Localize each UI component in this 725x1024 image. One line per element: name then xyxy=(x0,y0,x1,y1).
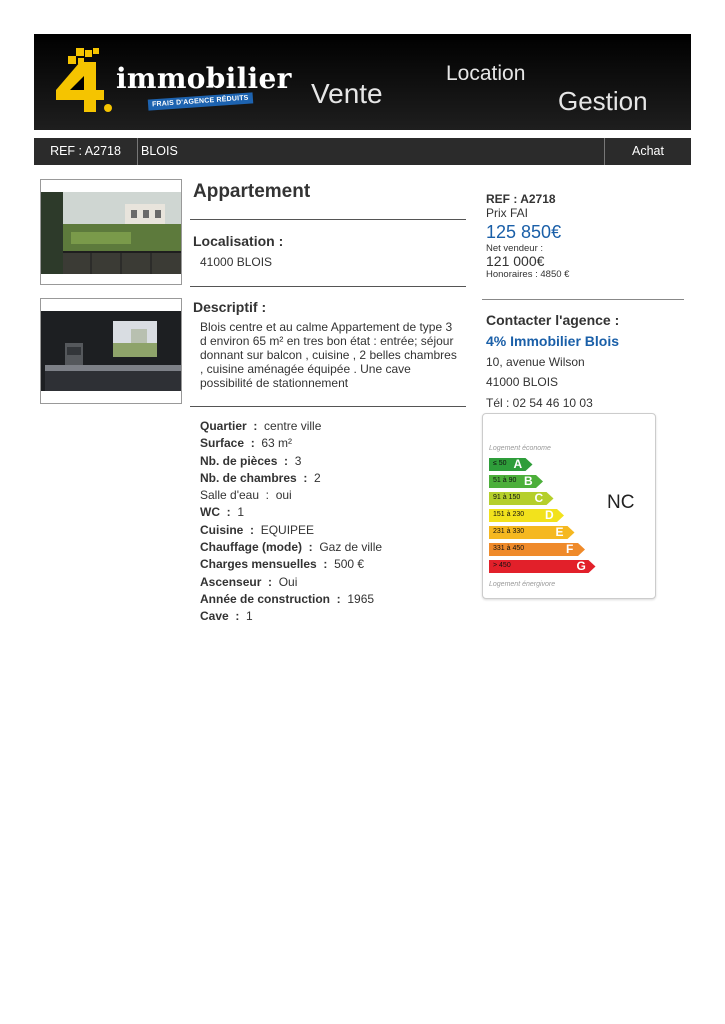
detail-row xyxy=(200,471,460,488)
detail-separator: : xyxy=(259,488,276,503)
logo-tagline: FRAIS D'AGENCE RÉDUITS xyxy=(148,92,253,110)
divider xyxy=(190,406,466,407)
energy-class-bar xyxy=(489,509,565,522)
descriptif-text: Blois centre et au calme Appartement de type 3 d environ 65 m² en tres bon état : entrée; séjour donnant sur balcon , cuisine , 2 belles chambres , cuisine aménagée équipée . Une cave possibilité de stationnement xyxy=(200,320,457,390)
energy-class-range: > 450 xyxy=(493,562,511,569)
energy-class-letter: E xyxy=(555,525,564,539)
energy-class-range: 331 à 450 xyxy=(493,545,525,552)
detail-row xyxy=(200,523,460,540)
energy-top-caption: Logement économe xyxy=(489,445,551,452)
energy-class-letter: A xyxy=(513,457,523,471)
detail-row xyxy=(200,609,460,626)
detail-separator: : xyxy=(316,557,335,572)
contact-heading: Contacter l'agence : xyxy=(486,312,620,328)
agency-name[interactable]: 4% Immobilier Blois xyxy=(486,333,620,349)
detail-separator: : xyxy=(277,453,295,468)
kitchen-photo-image xyxy=(41,299,181,403)
energy-class-range: 51 à 90 xyxy=(493,477,517,484)
detail-separator: : xyxy=(228,609,247,624)
property-details-list xyxy=(200,419,460,627)
energy-class-bar xyxy=(489,458,534,471)
detail-row xyxy=(200,592,460,609)
energy-bottom-caption: Logement énergivore xyxy=(489,581,556,588)
energy-rating: NC xyxy=(607,492,635,513)
energy-class-range: 231 à 330 xyxy=(493,528,525,535)
logo-wordmark: immobilier xyxy=(116,62,292,95)
divider xyxy=(190,219,466,220)
property-photo-kitchen[interactable] xyxy=(40,298,182,404)
detail-value: Gaz de ville xyxy=(319,540,383,555)
detail-label: Surface xyxy=(200,436,245,451)
detail-value: 3 xyxy=(294,453,302,468)
detail-value: 63 m² xyxy=(261,436,293,451)
detail-separator: : xyxy=(330,591,348,606)
divider xyxy=(482,299,684,300)
detail-label: Ascenseur xyxy=(200,574,262,589)
detail-value: centre ville xyxy=(264,419,322,433)
detail-row xyxy=(200,488,460,505)
energy-class-letter: F xyxy=(566,542,574,556)
detail-value: 1 xyxy=(246,609,253,624)
detail-value: 500 € xyxy=(334,557,365,572)
agency-phone[interactable]: Tél : 02 54 46 10 03 xyxy=(486,396,593,410)
energy-class-bar xyxy=(489,526,576,539)
detail-separator: : xyxy=(246,419,265,433)
agency-city: 41000 BLOIS xyxy=(486,375,559,389)
descriptif-heading: Descriptif : xyxy=(193,299,267,315)
reference-number: REF : A2718 xyxy=(34,138,138,165)
detail-row xyxy=(200,505,460,522)
detail-label: Année de construction xyxy=(200,591,331,606)
detail-label: Nb. de chambres xyxy=(200,470,297,485)
balcony-photo-image xyxy=(41,180,181,284)
detail-label: Quartier xyxy=(200,419,247,433)
nav-location[interactable]: Location xyxy=(446,62,526,85)
detail-separator: : xyxy=(302,540,320,555)
detail-row xyxy=(200,575,460,592)
agency-address: 10, avenue Wilson xyxy=(486,355,585,369)
detail-value: 1 xyxy=(237,505,245,520)
detail-value: 1965 xyxy=(347,591,375,606)
detail-value: oui xyxy=(275,488,292,503)
detail-separator: : xyxy=(220,505,238,520)
energy-class-letter: G xyxy=(576,559,586,573)
logo-four-icon xyxy=(52,48,114,114)
detail-row xyxy=(200,557,460,574)
detail-label: Cuisine xyxy=(200,522,244,537)
energy-class-bar xyxy=(489,560,597,573)
detail-separator: : xyxy=(244,436,262,451)
energy-class-range: ≤ 50 xyxy=(493,460,507,467)
energy-class-letter: D xyxy=(545,508,554,522)
pricing-reference: REF : A2718 xyxy=(486,192,556,206)
detail-label: WC xyxy=(200,505,220,520)
prix-label: Prix FAI xyxy=(486,206,529,220)
energy-class-letter: C xyxy=(534,491,544,505)
detail-value: Oui xyxy=(278,574,298,589)
header-banner xyxy=(34,34,691,130)
transaction-type: Achat xyxy=(604,138,691,165)
honoraires: Honoraires : 4850 € xyxy=(486,269,570,280)
property-title: Appartement xyxy=(193,181,311,202)
reference-city: BLOIS xyxy=(141,144,178,158)
divider xyxy=(190,286,466,287)
detail-row xyxy=(200,540,460,557)
detail-separator: : xyxy=(243,522,261,537)
detail-value: EQUIPEE xyxy=(260,522,315,537)
detail-label: Cave xyxy=(200,609,229,624)
energy-class-range: 91 à 150 xyxy=(493,494,521,501)
detail-label: Chauffage (mode) xyxy=(200,540,302,555)
nav-vente[interactable]: Vente xyxy=(311,78,383,109)
price-value: 125 850€ xyxy=(486,222,562,242)
localisation-value: 41000 BLOIS xyxy=(200,255,273,269)
detail-separator: : xyxy=(296,470,315,485)
energy-class-bar xyxy=(489,475,544,488)
energy-performance-box xyxy=(482,413,656,599)
net-vendeur-value: 121 000€ xyxy=(486,253,545,269)
detail-row xyxy=(200,419,460,436)
net-vendeur-label: Net vendeur : xyxy=(486,243,544,254)
detail-label: Nb. de pièces xyxy=(200,453,278,468)
energy-class-bar xyxy=(489,543,586,556)
detail-row xyxy=(200,454,460,471)
detail-label: Salle d'eau xyxy=(200,488,260,503)
property-photo-balcony[interactable] xyxy=(40,179,182,285)
reference-bar xyxy=(34,138,691,165)
energy-class-letter: B xyxy=(524,474,533,488)
nav-gestion[interactable]: Gestion xyxy=(558,86,648,116)
detail-value: 2 xyxy=(314,470,321,485)
detail-row xyxy=(200,436,460,453)
detail-label: Charges mensuelles xyxy=(200,557,317,572)
energy-class-bar xyxy=(489,492,555,505)
energy-class-range: 151 à 230 xyxy=(493,511,525,518)
localisation-heading: Localisation : xyxy=(193,233,284,249)
detail-separator: : xyxy=(261,574,279,589)
